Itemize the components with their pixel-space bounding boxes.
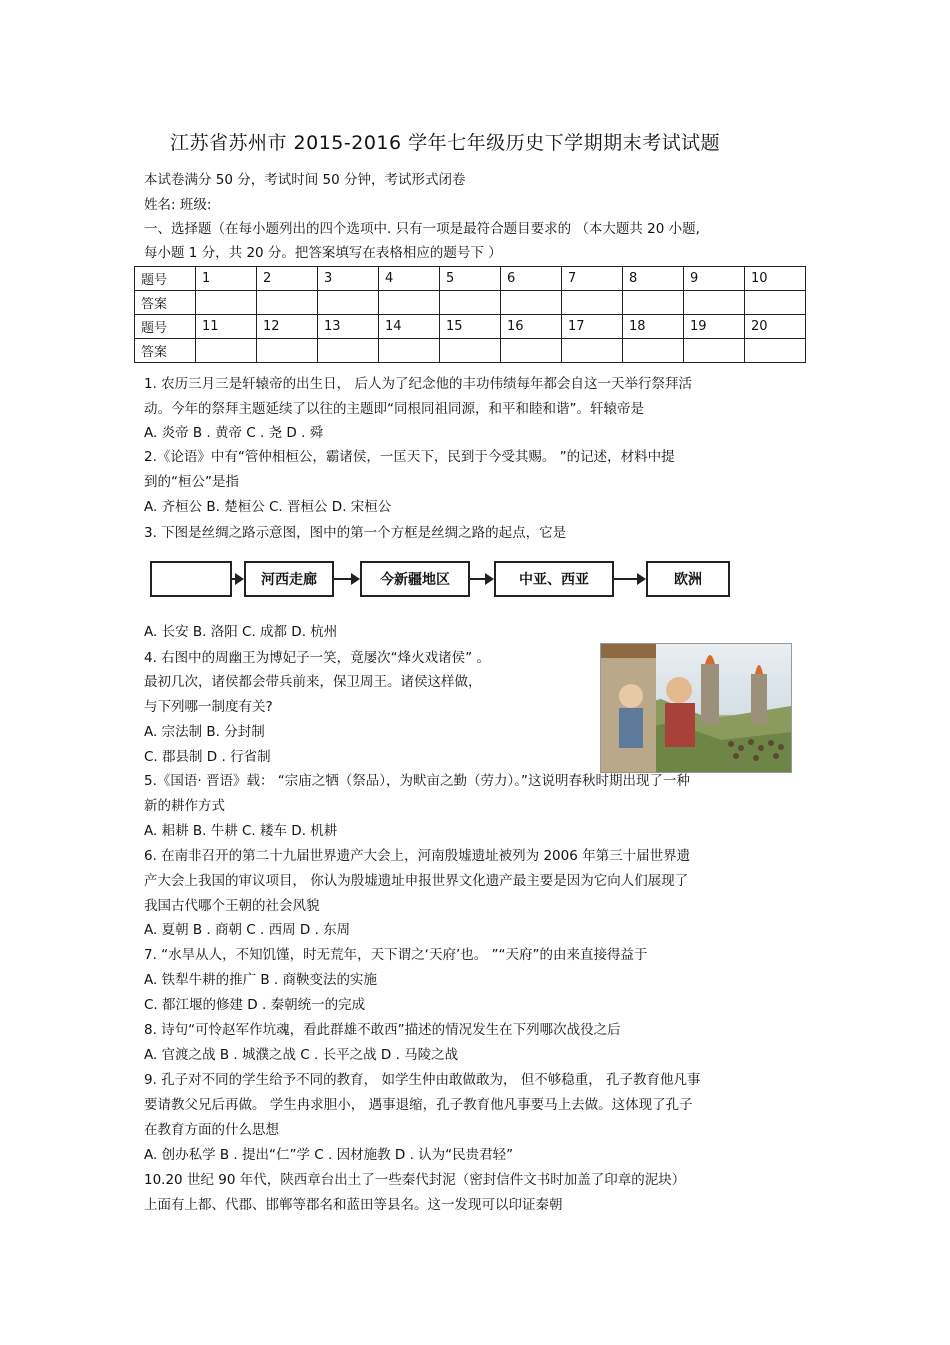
question-4-options-2: C. 郡县制 D . 行省制 [144, 749, 271, 765]
table-cell: 18 [623, 315, 684, 339]
answer-cell[interactable] [379, 339, 440, 363]
answer-cell[interactable] [501, 291, 562, 315]
flow-arrow [232, 578, 242, 580]
table-cell: 6 [501, 267, 562, 291]
question-6-text-cont2: 我国古代哪个王朝的社会风貌 [144, 898, 320, 914]
table-row [135, 267, 806, 291]
answer-cell[interactable] [745, 339, 806, 363]
flow-box: 河西走廊 [244, 561, 334, 597]
flow-arrow [614, 578, 644, 580]
flow-arrow [470, 578, 492, 580]
table-header-cell: 答案 [135, 291, 196, 315]
section-heading: 一、选择题（在每小题列出的四个选项中. 只有一项是最符合题目要求的 （本大题共 20 小题, [144, 221, 700, 237]
table-row [135, 315, 806, 339]
question-7-options-2: C. 都江堰的修建 D . 秦朝统一的完成 [144, 997, 366, 1013]
table-header-cell: 答案 [135, 339, 196, 363]
question-3-text: 3. 下图是丝绸之路示意图，图中的第一个方框是丝绸之路的起点，它是 [144, 525, 567, 541]
question-1-text-cont: 动。今年的祭拜主题延续了以往的主题即“同根同祖同源，和平和睦和谐”。轩辕帝是 [144, 401, 644, 417]
table-cell: 14 [379, 315, 440, 339]
answer-cell[interactable] [257, 339, 318, 363]
question-9-text-cont: 要请教父兄后再做。 学生冉求胆小， 遇事退缩，孔子教育他凡事要马上去做。这体现了孔子 [144, 1097, 693, 1113]
table-row [135, 291, 806, 315]
answer-cell[interactable] [562, 339, 623, 363]
answer-cell[interactable] [196, 339, 257, 363]
question-1-text: 1. 农历三月三是轩辕帝的出生日， 后人为了纪念他的丰功伟绩每年都会自这一天举行祭拜活 [144, 376, 692, 392]
table-cell: 19 [684, 315, 745, 339]
question-6-text-cont: 产大会上我国的审议项目， 你认为殷墟遗址申报世界文化遗产最主要是因为它向人们展现了 [144, 873, 689, 889]
answer-cell[interactable] [440, 339, 501, 363]
answer-table [134, 266, 806, 363]
table-cell: 3 [318, 267, 379, 291]
answer-cell[interactable] [623, 291, 684, 315]
question-4-options-1: A. 宗法制 B. 分封制 [144, 724, 265, 740]
question-9-text: 9. 孔子对不同的学生给予不同的教育， 如学生仲由敢做敢为， 但不够稳重， 孔子教育他凡事 [144, 1072, 701, 1088]
table-cell: 12 [257, 315, 318, 339]
answer-cell[interactable] [379, 291, 440, 315]
question-5-options: A. 耜耕 B. 牛耕 C. 耧车 D. 机耕 [144, 823, 338, 839]
table-cell: 16 [501, 315, 562, 339]
answer-cell[interactable] [257, 291, 318, 315]
flow-box: 今新疆地区 [360, 561, 470, 597]
answer-cell[interactable] [684, 339, 745, 363]
answer-cell[interactable] [562, 291, 623, 315]
flow-arrow [334, 578, 358, 580]
question-8-options: A. 官渡之战 B . 城濮之战 C . 长平之战 D . 马陵之战 [144, 1047, 459, 1063]
answer-cell[interactable] [196, 291, 257, 315]
question-4-text: 4. 右图中的周幽王为博妃子一笑，竟屡次“烽火戏诸侯” 。 [144, 650, 490, 666]
question-5-text-cont: 新的耕作方式 [144, 798, 225, 814]
silk-road-diagram [150, 556, 730, 606]
question-10-text-cont: 上面有上都、代郡、邯郸等郡名和蓝田等县名。这一发现可以印证秦朝 [144, 1197, 563, 1213]
beacon-fire-image [601, 644, 791, 772]
answer-cell[interactable] [684, 291, 745, 315]
table-cell: 8 [623, 267, 684, 291]
question-2-text-cont: 到的“桓公”是指 [144, 474, 239, 490]
question-7-options-1: A. 铁犁牛耕的推广 B . 商鞅变法的实施 [144, 972, 378, 988]
table-cell: 2 [257, 267, 318, 291]
question-3-options: A. 长安 B. 洛阳 C. 成都 D. 杭州 [144, 624, 338, 640]
table-cell: 5 [440, 267, 501, 291]
question-1-options: A. 炎帝 B . 黄帝 C . 尧 D . 舜 [144, 425, 324, 441]
table-cell: 9 [684, 267, 745, 291]
question-4-text-cont: 最初几次，诸侯都会带兵前来，保卫周王。诸侯这样做， [144, 674, 482, 690]
question-4-text-cont2: 与下列哪一制度有关? [144, 699, 273, 715]
question-2-text: 2.《论语》中有“管仲相桓公，霸诸侯，一匡天下，民到于今受其赐。 ”的记述，材料中提 [144, 449, 675, 465]
table-cell: 13 [318, 315, 379, 339]
page-title: 江苏省苏州市 2015-2016 学年七年级历史下学期期末考试试题 [170, 132, 721, 154]
flow-box-start [150, 561, 232, 597]
flow-box: 中亚、西亚 [494, 561, 614, 597]
exam-info: 本试卷满分 50 分，考试时间 50 分钟，考试形式闭卷 [144, 172, 466, 188]
question-10-text: 10.20 世纪 90 年代，陕西章台出土了一些秦代封泥（密封信件文书时加盖了印章的泥块） [144, 1172, 686, 1188]
table-row [135, 339, 806, 363]
answer-cell[interactable] [501, 339, 562, 363]
table-header-cell: 题号 [135, 267, 196, 291]
table-header-cell: 题号 [135, 315, 196, 339]
table-cell: 17 [562, 315, 623, 339]
answer-cell[interactable] [623, 339, 684, 363]
question-9-options: A. 创办私学 B . 提出“仁”学 C . 因材施教 D . 认为“民贵君轻” [144, 1147, 514, 1163]
name-class-line: 姓名: 班级: [144, 197, 212, 213]
question-2-options: A. 齐桓公 B. 楚桓公 C. 晋桓公 D. 宋桓公 [144, 499, 392, 515]
table-cell: 10 [745, 267, 806, 291]
beacon-fire-illustration [600, 643, 792, 773]
question-8-text: 8. 诗句“可怜赵军作坑魂，看此群雄不敢西”描述的情况发生在下列哪次战役之后 [144, 1022, 621, 1038]
table-cell: 20 [745, 315, 806, 339]
table-cell: 4 [379, 267, 440, 291]
table-cell: 7 [562, 267, 623, 291]
table-cell: 15 [440, 315, 501, 339]
table-cell: 1 [196, 267, 257, 291]
flow-box: 欧洲 [646, 561, 730, 597]
question-7-text: 7. “水旱从人，不知饥馑，时无荒年，天下谓之‘天府’也。 ”“天府”的由来直接得益于 [144, 947, 648, 963]
answer-cell[interactable] [440, 291, 501, 315]
table-cell: 11 [196, 315, 257, 339]
question-9-text-cont2: 在教育方面的什么思想 [144, 1122, 279, 1138]
answer-cell[interactable] [318, 291, 379, 315]
question-5-text: 5.《国语· 晋语》载： “宗庙之牺（祭品），为畎亩之勤（劳力）。”这说明春秋时期出现了一种 [144, 773, 690, 789]
answer-cell[interactable] [745, 291, 806, 315]
section-heading-cont: 每小题 1 分，共 20 分。把答案填写在表格相应的题号下 ） [144, 245, 502, 261]
question-6-options: A. 夏朝 B . 商朝 C . 西周 D . 东周 [144, 922, 351, 938]
question-6-text: 6. 在南非召开的第二十九届世界遗产大会上，河南殷墟遗址被列为 2006 年第三十届世界遗 [144, 848, 691, 864]
answer-cell[interactable] [318, 339, 379, 363]
